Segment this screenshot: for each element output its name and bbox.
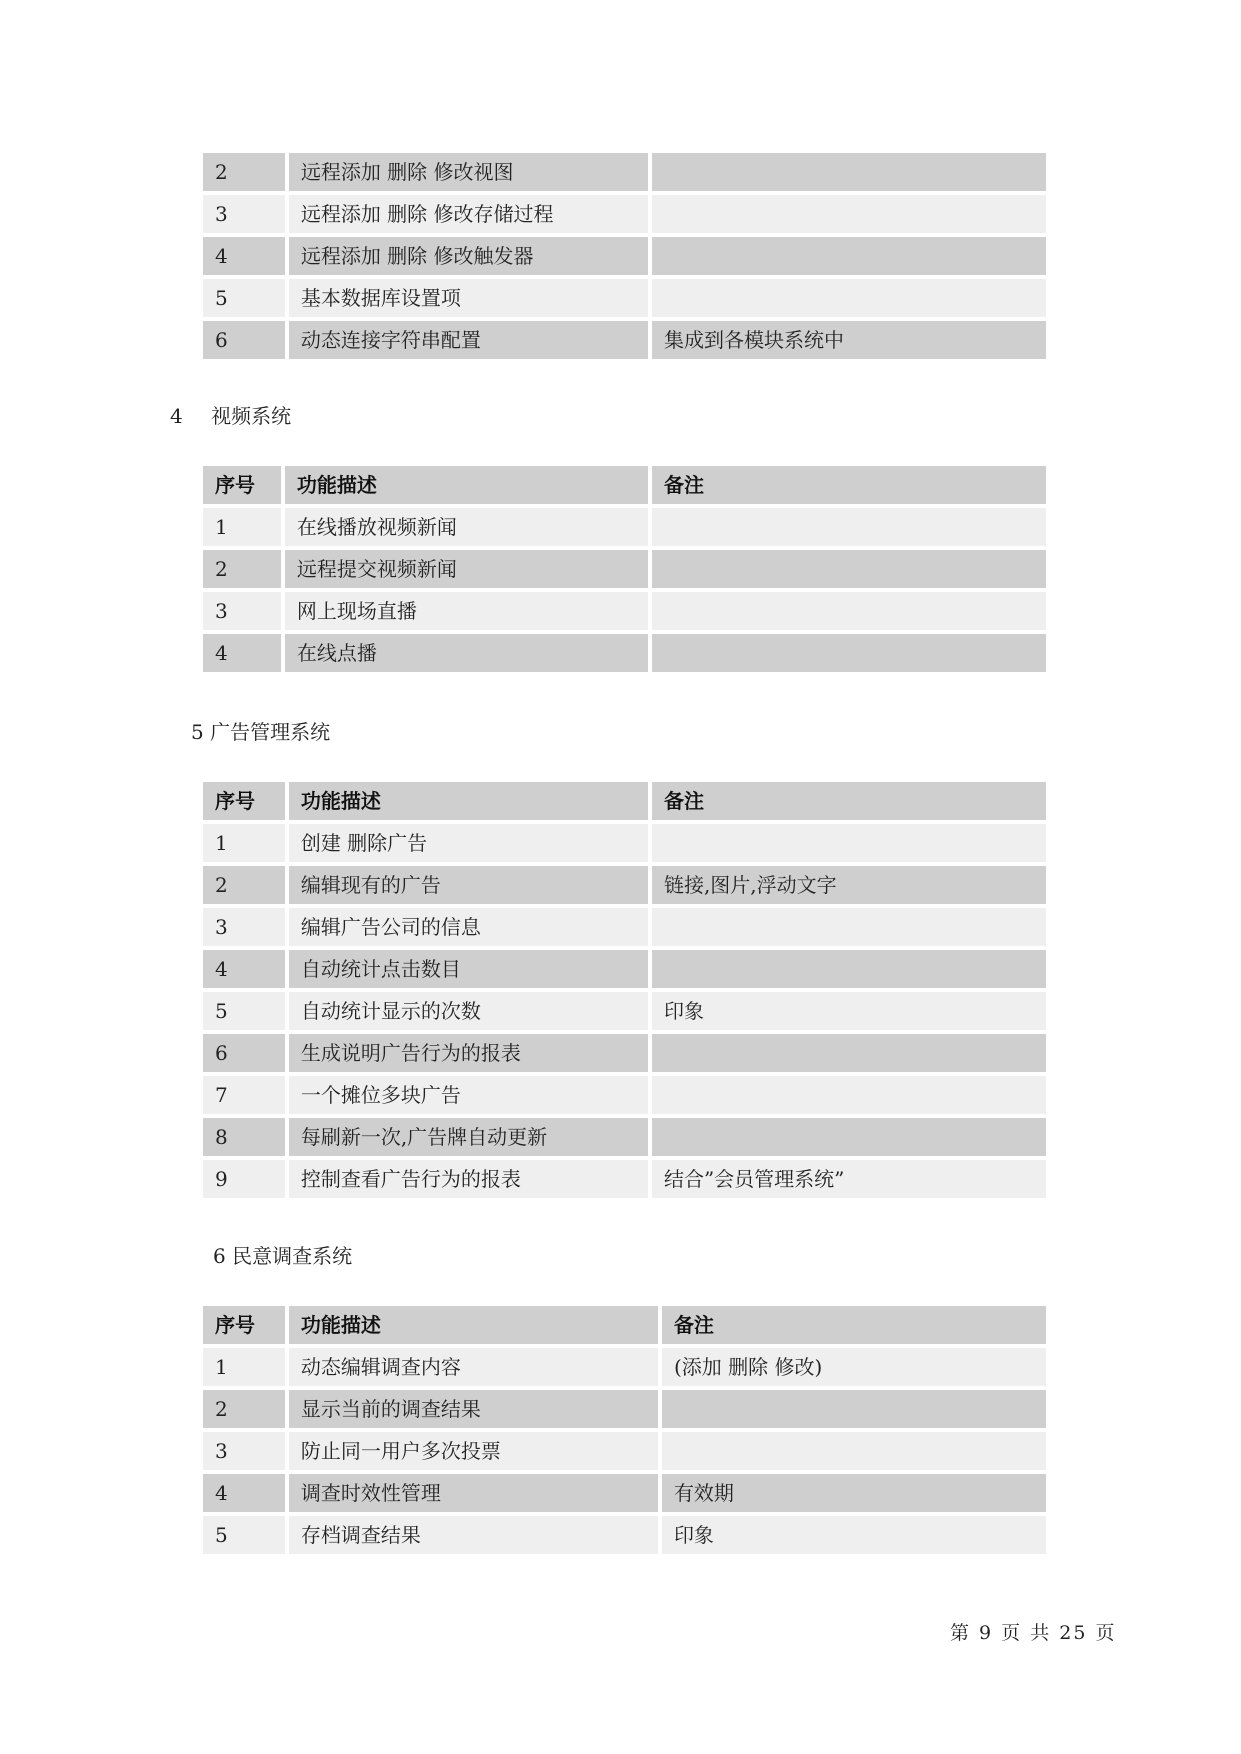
cell-note [662,1432,1046,1470]
cell-desc: 在线点播 [285,634,648,672]
cell-no: 7 [203,1076,285,1114]
table-row [203,634,1046,676]
cell-no: 4 [203,1474,285,1512]
cell-note [652,908,1046,946]
cell-desc: 编辑现有的广告 [289,866,648,904]
cell-desc: 网上现场直播 [285,592,648,630]
cell-no: 4 [203,634,281,672]
cell-desc: 远程添加 删除 修改视图 [289,153,648,191]
cell-no: 2 [203,153,285,191]
cell-desc: 远程提交视频新闻 [285,550,648,588]
cell-note: (添加 删除 修改) [662,1348,1046,1386]
table-header-row [203,1306,1046,1348]
cell-note [652,1076,1046,1114]
table-row [203,1348,1046,1390]
table-row [203,1034,1046,1076]
cell-no: 3 [203,1432,285,1470]
cell-desc: 调查时效性管理 [289,1474,658,1512]
page-footer: 第 9 页 共 25 页 [950,1622,1117,1644]
cell-note: 集成到各模块系统中 [652,321,1046,359]
table-row [203,866,1046,908]
table-row [203,279,1046,321]
table-row [203,321,1046,363]
cell-desc: 存档调查结果 [289,1516,658,1554]
header-desc: 功能描述 [289,782,648,820]
cell-desc: 创建 删除广告 [289,824,648,862]
table-row [203,1118,1046,1160]
cell-note: 链接,图片,浮动文字 [652,866,1046,904]
cell-desc: 控制查看广告行为的报表 [289,1160,648,1198]
table-row [203,1160,1046,1202]
header-no: 序号 [203,782,285,820]
cell-no: 3 [203,195,285,233]
cell-no: 3 [203,592,281,630]
table-row [203,1432,1046,1474]
cell-desc: 编辑广告公司的信息 [289,908,648,946]
table-row [203,1516,1046,1558]
header-note: 备注 [652,782,1046,820]
cell-no: 6 [203,1034,285,1072]
cell-desc: 基本数据库设置项 [289,279,648,317]
header-desc: 功能描述 [289,1306,658,1344]
cell-no: 5 [203,1516,285,1554]
section-4-heading [170,400,291,429]
cell-note: 结合”会员管理系统” [652,1160,1046,1198]
cell-no: 4 [203,237,285,275]
cell-no: 1 [203,824,285,862]
table-row [203,153,1046,195]
cell-note [652,195,1046,233]
cell-note [652,153,1046,191]
cell-note [652,824,1046,862]
header-no: 序号 [203,466,281,504]
cell-note [652,550,1046,588]
cell-no: 5 [203,279,285,317]
cell-no: 5 [203,992,285,1030]
table-poll-system [203,1306,1046,1558]
cell-note [652,237,1046,275]
cell-no: 2 [203,866,285,904]
cell-no: 1 [203,1348,285,1386]
cell-note [652,634,1046,672]
cell-no: 6 [203,321,285,359]
table-row [203,1390,1046,1432]
cell-desc: 每刷新一次,广告牌自动更新 [289,1118,648,1156]
cell-no: 8 [203,1118,285,1156]
cell-desc: 动态编辑调查内容 [289,1348,658,1386]
cell-desc: 远程添加 删除 修改触发器 [289,237,648,275]
header-note: 备注 [652,466,1046,504]
header-note: 备注 [662,1306,1046,1344]
table-row [203,992,1046,1034]
table-row [203,950,1046,992]
table-row [203,550,1046,592]
table-row [203,824,1046,866]
table-row [203,195,1046,237]
section-6-heading: 6 民意调查系统 [213,1244,353,1268]
table-db-continued [203,153,1046,363]
cell-no: 1 [203,508,281,546]
table-video-system [203,466,1046,676]
cell-desc: 远程添加 删除 修改存储过程 [289,195,648,233]
cell-desc: 在线播放视频新闻 [285,508,648,546]
cell-note [652,279,1046,317]
cell-no: 2 [203,550,281,588]
section-4-number: 4 [170,404,183,428]
table-row [203,1474,1046,1516]
cell-desc: 防止同一用户多次投票 [289,1432,658,1470]
cell-note: 印象 [652,992,1046,1030]
table-row [203,1076,1046,1118]
cell-desc: 动态连接字符串配置 [289,321,648,359]
table-row [203,237,1046,279]
section-5-heading: 5 广告管理系统 [191,720,331,744]
cell-note [652,950,1046,988]
table-header-row [203,466,1046,508]
cell-no: 2 [203,1390,285,1428]
cell-no: 4 [203,950,285,988]
table-row [203,592,1046,634]
table-row [203,908,1046,950]
cell-note [662,1390,1046,1428]
table-header-row [203,782,1046,824]
table-row [203,508,1046,550]
cell-desc: 自动统计显示的次数 [289,992,648,1030]
cell-note [652,592,1046,630]
cell-note: 印象 [662,1516,1046,1554]
cell-note [652,1034,1046,1072]
cell-no: 3 [203,908,285,946]
cell-note: 有效期 [662,1474,1046,1512]
header-no: 序号 [203,1306,285,1344]
cell-note [652,508,1046,546]
section-4-title: 视频系统 [211,404,292,428]
cell-desc: 生成说明广告行为的报表 [289,1034,648,1072]
header-desc: 功能描述 [285,466,648,504]
cell-no: 9 [203,1160,285,1198]
cell-desc: 一个摊位多块广告 [289,1076,648,1114]
cell-desc: 显示当前的调查结果 [289,1390,658,1428]
cell-desc: 自动统计点击数目 [289,950,648,988]
cell-note [652,1118,1046,1156]
table-ad-management [203,782,1046,1202]
